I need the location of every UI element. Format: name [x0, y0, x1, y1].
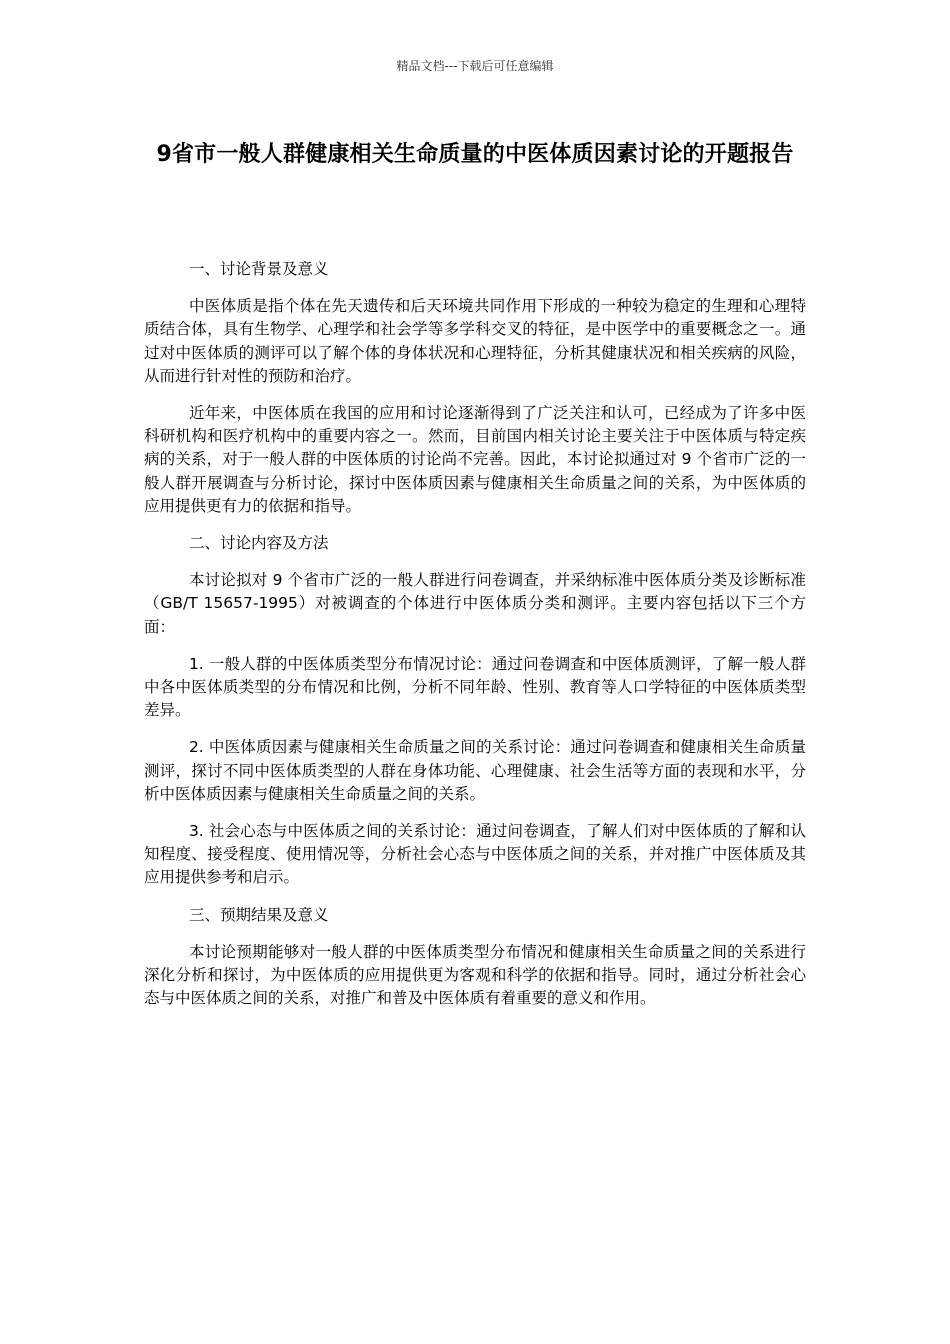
paragraph-background-1: 中医体质是指个体在先天遗传和后天环境共同作用下形成的一种较为稳定的生理和心理特质结合体，具有生物学、心理学和社会学等多学科交叉的特征，是中医学中的重要概念之一。通过对中医体质的测评可以了解个体的身体状况和心理特征，分析其健康状况和相关疾病的风险，从而进行针对性的预防和治疗。: [144, 297, 806, 385]
paragraph-background-2: 近年来，中医体质在我国的应用和讨论逐渐得到了广泛关注和认可，已经成为了许多中医科研机构和医疗机构中的重要内容之一。然而，目前国内相关讨论主要关注于中医体质与特定疾病的关系，对于一般人群的中医体质的讨论尚不完善。因此，本讨论拟通过对 9 个省市广泛的一般人群开展调查与分析讨论，探讨中医体质因素与健康相关生命质量之间的关系，为中医体质的应用提供更有力的依据和指导。: [144, 404, 806, 515]
document-title: 9省市一般人群健康相关生命质量的中医体质因素讨论的开题报告: [156, 142, 794, 167]
section-heading-expected-results: 三、预期结果及意义: [188, 905, 329, 924]
list-item-methods-3: 3. 社会心态与中医体质之间的关系讨论：通过问卷调查，了解人们对中医体质的了解和认知程度、接受程度、使用情况等，分析社会心态与中医体质之间的关系，并对推广中医体质及其应用提供参考和启示。: [144, 822, 806, 887]
list-item-methods-2: 2. 中医体质因素与健康相关生命质量之间的关系讨论：通过问卷调查和健康相关生命质量测评，探讨不同中医体质类型的人群在身体功能、心理健康、社会生活等方面的表现和水平，分析中医体质因素与健康相关生命质量之间的关系。: [144, 738, 806, 803]
paragraph-methods-intro: 本讨论拟对 9 个省市广泛的一般人群进行问卷调查，并采纳标准中医体质分类及诊断标准（GB/T 15657-1995）对被调查的个体进行中医体质分类和测评。主要内容包括以下三个方面：: [144, 571, 806, 636]
section-heading-methods: 二、讨论内容及方法: [188, 534, 329, 553]
document-body: [144, 258, 806, 1024]
paragraph-expected-results: 本讨论预期能够对一般人群的中医体质类型分布情况和健康相关生命质量之间的关系进行深化分析和探讨，为中医体质的应用提供更为客观和科学的依据和指导。同时，通过分析社会心态与中医体质之间的关系，对推广和普及中医体质有着重要的意义和作用。: [144, 942, 806, 1008]
header-note: 精品文档---下载后可任意编辑: [396, 59, 554, 73]
section-heading-background: 一、讨论背景及意义: [188, 260, 329, 278]
list-item-methods-1: 1. 一般人群的中医体质类型分布情况讨论：通过问卷调查和中医体质测评，了解一般人群中各中医体质类型的分布情况和比例，分析不同年龄、性别、教育等人口学特征的中医体质类型差异。: [144, 654, 806, 720]
